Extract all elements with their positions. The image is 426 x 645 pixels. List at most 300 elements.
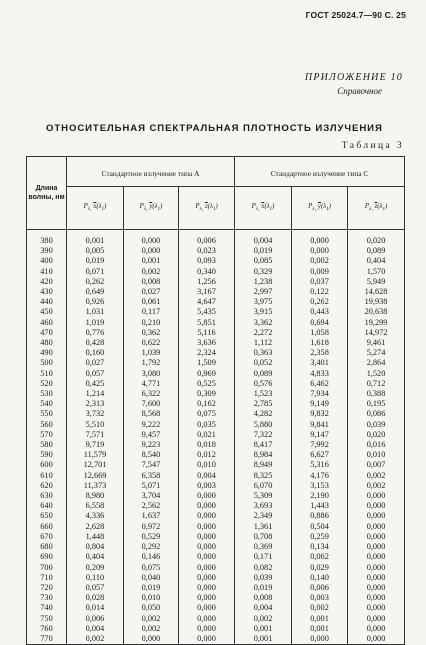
value-cell: 4,336 (67, 511, 124, 521)
table-row (27, 542, 405, 552)
value-cell: 0,000 (179, 583, 235, 593)
value-cell: 0,000 (348, 583, 405, 593)
value-cell: 0,016 (348, 440, 405, 450)
wavelength-cell: 520 (27, 379, 67, 389)
value-cell: 4,833 (292, 369, 348, 379)
value-cell: 0,000 (348, 522, 405, 532)
value-cell: 0,001 (235, 624, 292, 634)
value-cell: 0,002 (124, 624, 179, 634)
table-row (27, 522, 405, 532)
value-cell: 5,274 (348, 348, 405, 358)
value-cell: 0,926 (67, 297, 124, 307)
value-cell: 0,021 (179, 430, 235, 440)
value-cell: 0,000 (179, 532, 235, 542)
value-cell: 5,316 (292, 460, 348, 470)
value-cell: 0,000 (179, 552, 235, 562)
value-cell: 2,349 (235, 511, 292, 521)
value-cell: 6,322 (124, 389, 179, 399)
value-cell: 0,019 (67, 256, 124, 266)
value-cell: 0,712 (348, 379, 405, 389)
value-cell: 0,008 (124, 277, 179, 287)
value-cell: 0,082 (235, 563, 292, 573)
value-cell: 0,110 (67, 573, 124, 583)
wavelength-cell: 620 (27, 481, 67, 491)
value-cell: 0,007 (348, 460, 405, 470)
value-cell: 12,669 (67, 471, 124, 481)
table-row (27, 230, 405, 247)
value-cell: 0,000 (179, 593, 235, 603)
value-cell: 0,309 (179, 389, 235, 399)
value-cell: 0,000 (179, 624, 235, 634)
value-cell: 1,256 (179, 277, 235, 287)
value-cell: 0,000 (179, 573, 235, 583)
table-row (27, 532, 405, 542)
value-cell: 0,000 (179, 634, 235, 645)
value-cell: 0,001 (292, 624, 348, 634)
table-row (27, 318, 405, 328)
value-cell: 0,010 (348, 450, 405, 460)
wavelength-cell: 500 (27, 358, 67, 368)
table-row (27, 481, 405, 491)
value-cell: 0,000 (179, 614, 235, 624)
value-cell: 1,361 (235, 522, 292, 532)
value-cell: 8,325 (235, 471, 292, 481)
value-cell: 1,509 (179, 358, 235, 368)
value-cell: 0,004 (67, 624, 124, 634)
table-body (27, 230, 405, 645)
value-cell: 8,949 (235, 460, 292, 470)
value-cell: 0,428 (67, 338, 124, 348)
table-row (27, 348, 405, 358)
value-cell: 7,322 (235, 430, 292, 440)
value-cell: 0,443 (292, 307, 348, 317)
wavelength-cell: 410 (27, 267, 67, 277)
value-cell: 0,001 (67, 230, 124, 247)
wavelength-cell: 580 (27, 440, 67, 450)
value-cell: 0,000 (179, 563, 235, 573)
value-cell: 0,000 (179, 511, 235, 521)
value-cell: 0,039 (235, 573, 292, 583)
value-cell: 0,008 (235, 593, 292, 603)
value-cell: 0,000 (179, 542, 235, 552)
value-cell: 6,358 (124, 471, 179, 481)
value-cell: 7,547 (124, 460, 179, 470)
value-cell: 0,002 (124, 267, 179, 277)
value-cell: 0,040 (124, 573, 179, 583)
wavelength-cell: 540 (27, 399, 67, 409)
value-cell: 0,292 (124, 542, 179, 552)
value-cell: 2,190 (292, 491, 348, 501)
appendix-title: ПРИЛОЖЕНИЕ 10 (304, 72, 403, 83)
value-cell: 0,029 (292, 563, 348, 573)
value-cell: 0,000 (348, 532, 405, 542)
value-cell: 1,019 (67, 318, 124, 328)
wavelength-cell: 440 (27, 297, 67, 307)
col-header-c-x: $P_{\lambda_1}$ $\overline{x}(\lambda_1)$ (235, 187, 292, 230)
value-cell: 0,259 (292, 532, 348, 542)
table-row (27, 491, 405, 501)
value-cell: 0,093 (179, 256, 235, 266)
value-cell: 0,037 (292, 277, 348, 287)
value-cell: 0,388 (348, 389, 405, 399)
table-row (27, 328, 405, 338)
wavelength-cell: 490 (27, 348, 67, 358)
table-row (27, 501, 405, 511)
wavelength-cell: 480 (27, 338, 67, 348)
value-cell: 5,949 (348, 277, 405, 287)
value-cell: 9,149 (292, 399, 348, 409)
col-header-a-y: $P_{\lambda_1}$ $\overline{y}(\lambda_1)$ (124, 187, 179, 230)
value-cell: 8,980 (67, 491, 124, 501)
value-cell: 0,576 (235, 379, 292, 389)
value-cell: 5,510 (67, 420, 124, 430)
value-cell: 0,028 (67, 593, 124, 603)
value-cell: 0,002 (67, 634, 124, 645)
value-cell: 0,886 (292, 511, 348, 521)
wavelength-cell: 610 (27, 471, 67, 481)
value-cell: 9,841 (292, 420, 348, 430)
value-cell: 0,023 (179, 246, 235, 256)
value-cell: 0,160 (67, 348, 124, 358)
value-cell: 0,002 (235, 614, 292, 624)
value-cell: 0,209 (67, 563, 124, 573)
table-row (27, 460, 405, 470)
value-cell: 0,000 (348, 634, 405, 645)
value-cell: 0,000 (179, 603, 235, 613)
table-row (27, 450, 405, 460)
value-cell: 0,000 (292, 246, 348, 256)
value-cell: 0,000 (124, 246, 179, 256)
value-cell: 0,012 (179, 450, 235, 460)
wavelength-cell: 470 (27, 328, 67, 338)
value-cell: 0,089 (348, 246, 405, 256)
value-cell: 0,000 (124, 634, 179, 645)
col-header-c-y: $P_{\lambda_1}$ $\overline{y}(\lambda_1)$ (292, 187, 348, 230)
value-cell: 0,006 (67, 614, 124, 624)
table-row (27, 389, 405, 399)
value-cell: 0,000 (348, 614, 405, 624)
value-cell: 0,020 (348, 230, 405, 247)
value-cell: 0,004 (235, 603, 292, 613)
value-cell: 0,134 (292, 542, 348, 552)
wavelength-cell: 550 (27, 409, 67, 419)
value-cell: 0,071 (67, 267, 124, 277)
value-cell: 5,309 (235, 491, 292, 501)
value-cell: 3,636 (179, 338, 235, 348)
wavelength-cell: 530 (27, 389, 67, 399)
value-cell: 4,176 (292, 471, 348, 481)
value-cell: 0,195 (348, 399, 405, 409)
value-cell: 9,461 (348, 338, 405, 348)
value-cell: 1,031 (67, 307, 124, 317)
value-cell: 3,401 (292, 358, 348, 368)
value-cell: 0,003 (179, 481, 235, 491)
value-cell: 0,425 (67, 379, 124, 389)
wavelength-cell: 510 (27, 369, 67, 379)
value-cell: 1,520 (348, 369, 405, 379)
wavelength-cell: 570 (27, 430, 67, 440)
table-row (27, 430, 405, 440)
value-cell: 9,147 (292, 430, 348, 440)
wavelength-cell: 670 (27, 532, 67, 542)
value-cell: 0,972 (124, 522, 179, 532)
group-header-a: Стандартное излучение типа А (67, 157, 235, 187)
value-cell: 1,112 (235, 338, 292, 348)
wavelength-cell: 720 (27, 583, 67, 593)
col-header-a-x: $P_{\lambda_1}$ $\overline{x}(\lambda_1)$ (67, 187, 124, 230)
value-cell: 0,006 (179, 230, 235, 247)
value-cell: 0,002 (292, 256, 348, 266)
value-cell: 0,329 (235, 267, 292, 277)
table-row (27, 287, 405, 297)
wavelength-cell: 730 (27, 593, 67, 603)
value-cell: 1,214 (67, 389, 124, 399)
value-cell: 0,057 (67, 583, 124, 593)
value-cell: 0,262 (67, 277, 124, 287)
value-cell: 1,792 (124, 358, 179, 368)
value-cell: 2,358 (292, 348, 348, 358)
table-row (27, 420, 405, 430)
value-cell: 0,009 (292, 267, 348, 277)
table-row (27, 399, 405, 409)
value-cell: 1,523 (235, 389, 292, 399)
value-cell: 0,001 (292, 614, 348, 624)
value-cell: 0,969 (179, 369, 235, 379)
value-cell: 1,238 (235, 277, 292, 287)
value-cell: 0,404 (348, 256, 405, 266)
value-cell: 0,000 (179, 522, 235, 532)
table-row (27, 246, 405, 256)
value-cell: 0,210 (124, 318, 179, 328)
value-cell: 0,000 (348, 511, 405, 521)
wavelength-cell: 600 (27, 460, 67, 470)
table-row (27, 307, 405, 317)
table-row (27, 603, 405, 613)
value-cell: 0,776 (67, 328, 124, 338)
value-cell: 0,003 (292, 593, 348, 603)
value-cell: 0,062 (292, 552, 348, 562)
table-row (27, 511, 405, 521)
table-row (27, 552, 405, 562)
value-cell: 0,529 (124, 532, 179, 542)
value-cell: 11,579 (67, 450, 124, 460)
value-cell: 6,462 (292, 379, 348, 389)
value-cell: 0,010 (124, 593, 179, 603)
value-cell: 0,504 (292, 522, 348, 532)
wavelength-cell: 660 (27, 522, 67, 532)
value-cell: 0,000 (348, 603, 405, 613)
table-row (27, 256, 405, 266)
value-cell: 8,568 (124, 409, 179, 419)
value-cell: 5,851 (179, 318, 235, 328)
value-cell: 0,122 (292, 287, 348, 297)
wavelength-cell: 390 (27, 246, 67, 256)
value-cell: 0,002 (292, 603, 348, 613)
value-cell: 0,363 (235, 348, 292, 358)
value-cell: 6,070 (235, 481, 292, 491)
wavelength-cell: 650 (27, 511, 67, 521)
value-cell: 1,058 (292, 328, 348, 338)
value-cell: 7,571 (67, 430, 124, 440)
value-cell: 0,014 (67, 603, 124, 613)
value-cell: 0,005 (67, 246, 124, 256)
table-row (27, 297, 405, 307)
value-cell: 0,162 (179, 399, 235, 409)
table-row (27, 369, 405, 379)
value-cell: 0,004 (235, 230, 292, 247)
table-row (27, 614, 405, 624)
value-cell: 0,000 (292, 230, 348, 247)
value-cell: 2,785 (235, 399, 292, 409)
table-row (27, 471, 405, 481)
value-cell: 0,002 (348, 471, 405, 481)
value-cell: 19,938 (348, 297, 405, 307)
table-row (27, 440, 405, 450)
table-row (27, 267, 405, 277)
value-cell: 4,771 (124, 379, 179, 389)
table-row (27, 277, 405, 287)
value-cell: 3,153 (292, 481, 348, 491)
value-cell: 0,622 (124, 338, 179, 348)
value-cell: 9,719 (67, 440, 124, 450)
value-cell: 0,404 (67, 552, 124, 562)
value-cell: 2,997 (235, 287, 292, 297)
page-header-doc-ref: ГОСТ 25024.7—90 С. 25 (305, 10, 406, 20)
wavelength-cell: 400 (27, 256, 67, 266)
value-cell: 3,362 (235, 318, 292, 328)
value-cell: 0,001 (235, 634, 292, 645)
value-cell: 0,708 (235, 532, 292, 542)
value-cell: 0,649 (67, 287, 124, 297)
value-cell: 19,299 (348, 318, 405, 328)
wavelength-header: Длина волны, нм (27, 157, 67, 230)
wavelength-cell: 640 (27, 501, 67, 511)
value-cell: 0,002 (348, 481, 405, 491)
value-cell: 0,006 (292, 583, 348, 593)
wavelength-cell: 770 (27, 634, 67, 645)
value-cell: 3,080 (124, 369, 179, 379)
wavelength-cell: 700 (27, 563, 67, 573)
value-cell: 0,140 (292, 573, 348, 583)
value-cell: 0,027 (67, 358, 124, 368)
group-header-c: Стандартное излучение типа С (235, 157, 405, 187)
table-row (27, 583, 405, 593)
wavelength-cell: 760 (27, 624, 67, 634)
value-cell: 0,019 (235, 583, 292, 593)
value-cell: 1,618 (292, 338, 348, 348)
value-cell: 0,002 (124, 614, 179, 624)
value-cell: 0,075 (124, 563, 179, 573)
value-cell: 0,171 (235, 552, 292, 562)
value-cell: 2,324 (179, 348, 235, 358)
value-cell: 0,000 (348, 491, 405, 501)
table-row (27, 634, 405, 645)
value-cell: 0,000 (292, 634, 348, 645)
value-cell: 0,039 (348, 420, 405, 430)
table-row (27, 573, 405, 583)
value-cell: 0,000 (348, 624, 405, 634)
value-cell: 2,864 (348, 358, 405, 368)
value-cell: 0,000 (179, 501, 235, 511)
wavelength-cell: 430 (27, 287, 67, 297)
wavelength-cell: 420 (27, 277, 67, 287)
value-cell: 0,085 (235, 256, 292, 266)
value-cell: 5,116 (179, 328, 235, 338)
value-cell: 2,562 (124, 501, 179, 511)
value-cell: 0,089 (235, 369, 292, 379)
value-cell: 8,984 (235, 450, 292, 460)
value-cell: 7,934 (292, 389, 348, 399)
value-cell: 0,086 (348, 409, 405, 419)
value-cell: 2,272 (235, 328, 292, 338)
value-cell: 3,693 (235, 501, 292, 511)
value-cell: 0,018 (179, 440, 235, 450)
table-row (27, 593, 405, 603)
wavelength-cell: 740 (27, 603, 67, 613)
wavelength-cell: 590 (27, 450, 67, 460)
wavelength-cell: 450 (27, 307, 67, 317)
value-cell: 6,558 (67, 501, 124, 511)
value-cell: 2,313 (67, 399, 124, 409)
value-cell: 5,435 (179, 307, 235, 317)
value-cell: 0,804 (67, 542, 124, 552)
value-cell: 0,027 (124, 287, 179, 297)
value-cell: 12,701 (67, 460, 124, 470)
value-cell: 1,637 (124, 511, 179, 521)
document-title: ОТНОСИТЕЛЬНАЯ СПЕКТРАЛЬНАЯ ПЛОТНОСТЬ ИЗЛУЧЕНИЯ (46, 123, 383, 134)
table-row (27, 358, 405, 368)
value-cell: 8,417 (235, 440, 292, 450)
wavelength-cell: 710 (27, 573, 67, 583)
value-cell: 0,075 (179, 409, 235, 419)
table-row (27, 409, 405, 419)
value-cell: 1,448 (67, 532, 124, 542)
value-cell: 11,373 (67, 481, 124, 491)
value-cell: 0,019 (235, 246, 292, 256)
value-cell: 4,647 (179, 297, 235, 307)
value-cell: 1,039 (124, 348, 179, 358)
value-cell: 2,628 (67, 522, 124, 532)
table-row (27, 563, 405, 573)
value-cell: 9,457 (124, 430, 179, 440)
value-cell: 0,010 (179, 460, 235, 470)
value-cell: 0,117 (124, 307, 179, 317)
value-cell: 0,000 (124, 230, 179, 247)
value-cell: 0,061 (124, 297, 179, 307)
wavelength-cell: 560 (27, 420, 67, 430)
table-row (27, 338, 405, 348)
spectral-density-table (26, 156, 405, 645)
value-cell: 0,000 (348, 573, 405, 583)
wavelength-cell: 680 (27, 542, 67, 552)
value-cell: 4,282 (235, 409, 292, 419)
value-cell: 9,832 (292, 409, 348, 419)
wavelength-cell: 380 (27, 230, 67, 247)
value-cell: 0,050 (124, 603, 179, 613)
wavelength-cell: 750 (27, 614, 67, 624)
value-cell: 0,052 (235, 358, 292, 368)
value-cell: 20,638 (348, 307, 405, 317)
table-row (27, 624, 405, 634)
value-cell: 0,000 (179, 491, 235, 501)
col-header-c-z: $P_{\lambda_1}$ $\overline{z}(\lambda_1)$ (348, 187, 405, 230)
value-cell: 5,880 (235, 420, 292, 430)
wavelength-cell: 460 (27, 318, 67, 328)
value-cell: 0,362 (124, 328, 179, 338)
value-cell: 7,992 (292, 440, 348, 450)
value-cell: 7,600 (124, 399, 179, 409)
value-cell: 1,570 (348, 267, 405, 277)
